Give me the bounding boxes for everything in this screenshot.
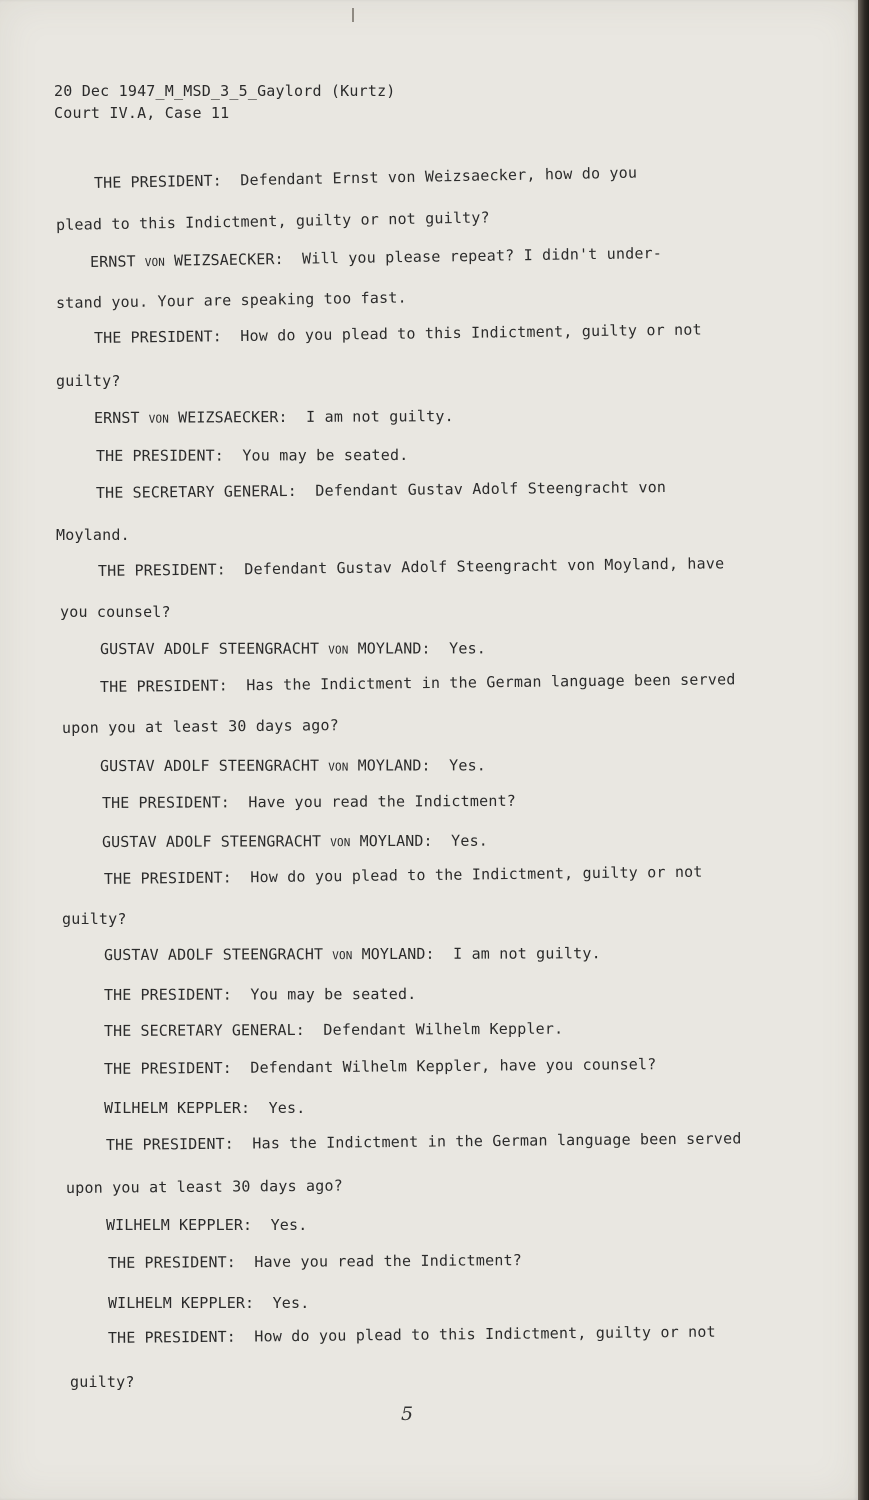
speaker-label: WILHELM KEPPLER: xyxy=(104,1099,251,1117)
spoken-text: You may be seated. xyxy=(242,445,409,465)
spoken-text: How do you plead to this Indictment, guilty or not xyxy=(254,1322,716,1346)
speaker-label: THE PRESIDENT: xyxy=(103,868,232,888)
staple-mark xyxy=(352,8,354,22)
speaker-label: THE PRESIDENT: xyxy=(99,676,228,696)
transcript-line xyxy=(94,407,454,427)
spoken-text: Defendant Wilhelm Keppler, have you counsel? xyxy=(250,1055,657,1077)
speaker-label: THE PRESIDENT: xyxy=(97,560,226,580)
speaker-label: THE PRESIDENT: xyxy=(95,446,224,465)
transcript-line xyxy=(104,985,417,1004)
spoken-text: Defendant Ernst von Weizsaecker, how do you xyxy=(240,163,638,190)
spoken-text: I am not guilty. xyxy=(453,944,601,963)
spoken-text: Defendant Gustav Adolf Steengracht von Moyland, have xyxy=(244,554,725,579)
spoken-text: Moyland. xyxy=(56,526,130,544)
speaker-label: WILHELM KEPPLER: xyxy=(108,1294,255,1312)
spoken-text: Have you read the Indictment? xyxy=(248,791,517,812)
speaker-label: GUSTAV ADOLF STEENGRACHT von MOYLAND: xyxy=(99,756,431,775)
transcript-line xyxy=(100,756,486,775)
speaker-label: GUSTAV ADOLF STEENGRACHT von MOYLAND: xyxy=(99,639,431,658)
transcript-line xyxy=(98,554,724,580)
spoken-text: Yes. xyxy=(270,1216,308,1234)
spoken-text: plead to this Indictment, guilty or not guilty? xyxy=(55,208,490,234)
spoken-text: Yes. xyxy=(268,1099,306,1117)
transcript-line xyxy=(100,670,736,696)
transcript-line xyxy=(104,863,703,888)
spoken-text: I am not guilty. xyxy=(306,407,454,426)
transcript-line xyxy=(104,1055,657,1078)
transcript-line xyxy=(96,478,666,502)
transcript-continuation-line xyxy=(60,603,171,621)
spoken-text: Yes. xyxy=(451,831,489,850)
transcript-line xyxy=(106,1216,308,1234)
spoken-text: upon you at least 30 days ago? xyxy=(65,1176,344,1197)
transcript-line xyxy=(104,1020,563,1040)
transcript-line xyxy=(108,1323,716,1347)
transcript-line xyxy=(104,1099,306,1117)
page-edge-shadow xyxy=(858,0,869,1500)
transcript-continuation-line xyxy=(62,716,339,737)
page-number: 5 xyxy=(401,1403,414,1425)
speaker-label: THE PRESIDENT: xyxy=(103,1058,232,1078)
transcript-line xyxy=(100,639,486,658)
spoken-text: Will you please repeat? I didn't under- xyxy=(301,244,663,268)
transcript-line xyxy=(108,1251,522,1272)
transcript-line xyxy=(90,244,662,271)
transcript-line xyxy=(96,446,409,465)
transcript-line xyxy=(106,1129,742,1154)
speaker-label: GUSTAV ADOLF STEENGRACHT von MOYLAND: xyxy=(103,944,435,964)
transcript-continuation-line xyxy=(56,288,407,312)
spoken-text: You may be seated. xyxy=(250,984,417,1004)
speaker-label: THE PRESIDENT: xyxy=(93,327,222,347)
spoken-text: guilty? xyxy=(56,372,121,390)
speaker-label: THE PRESIDENT: xyxy=(107,1327,236,1347)
speaker-label: THE SECRETARY GENERAL: xyxy=(95,481,297,502)
spoken-text: upon you at least 30 days ago? xyxy=(61,716,340,737)
header-line-date: 20 Dec 1947_M_MSD_3_5_Gaylord (Kurtz) xyxy=(54,82,396,100)
spoken-text: How do you plead to the Indictment, guilty or not xyxy=(250,862,703,887)
transcript-line xyxy=(108,1294,310,1312)
spoken-text: stand you. Your are speaking too fast. xyxy=(55,288,407,312)
spoken-text: Yes. xyxy=(449,639,487,658)
speaker-label: GUSTAV ADOLF STEENGRACHT von MOYLAND: xyxy=(101,831,433,851)
transcript-continuation-line xyxy=(66,1177,343,1197)
speaker-label: THE PRESIDENT: xyxy=(107,1253,236,1272)
transcript-line xyxy=(104,944,601,964)
transcript-continuation-line xyxy=(62,910,127,928)
transcript-line xyxy=(102,792,516,812)
spoken-text: Yes. xyxy=(272,1294,310,1312)
header-line-court: Court IV.A, Case 11 xyxy=(54,104,230,122)
transcript-continuation-line xyxy=(56,208,490,234)
spoken-text: guilty? xyxy=(70,1373,135,1391)
spoken-text: Defendant Wilhelm Keppler. xyxy=(323,1019,564,1039)
spoken-text: guilty? xyxy=(62,910,127,928)
transcript-line xyxy=(94,321,702,347)
speaker-label: THE PRESIDENT: xyxy=(103,985,232,1004)
spoken-text: Defendant Gustav Adolf Steengracht von xyxy=(315,478,667,500)
speaker-label: ERNST von WEIZSAECKER: xyxy=(89,249,284,271)
speaker-label: WILHELM KEPPLER: xyxy=(106,1216,253,1234)
speaker-label: THE PRESIDENT: xyxy=(93,171,222,192)
speaker-label: THE SECRETARY GENERAL: xyxy=(103,1020,305,1040)
spoken-text: Has the Indictment in the German language been served xyxy=(252,1129,742,1153)
speaker-label: THE PRESIDENT: xyxy=(105,1134,234,1154)
transcript-continuation-line xyxy=(56,372,121,390)
spoken-text: Yes. xyxy=(449,756,487,775)
spoken-text: you counsel? xyxy=(60,603,171,621)
spoken-text: Has the Indictment in the German language been served xyxy=(246,670,736,695)
speaker-label: ERNST von WEIZSAECKER: xyxy=(93,407,288,427)
transcript-line xyxy=(94,164,637,192)
transcript-continuation-line xyxy=(56,526,130,544)
speaker-label: THE PRESIDENT: xyxy=(101,793,230,812)
spoken-text: How do you plead to this Indictment, guilty or not xyxy=(240,320,702,345)
spoken-text: Have you read the Indictment? xyxy=(254,1251,523,1271)
transcript-line xyxy=(102,832,488,851)
transcript-continuation-line xyxy=(70,1373,135,1391)
